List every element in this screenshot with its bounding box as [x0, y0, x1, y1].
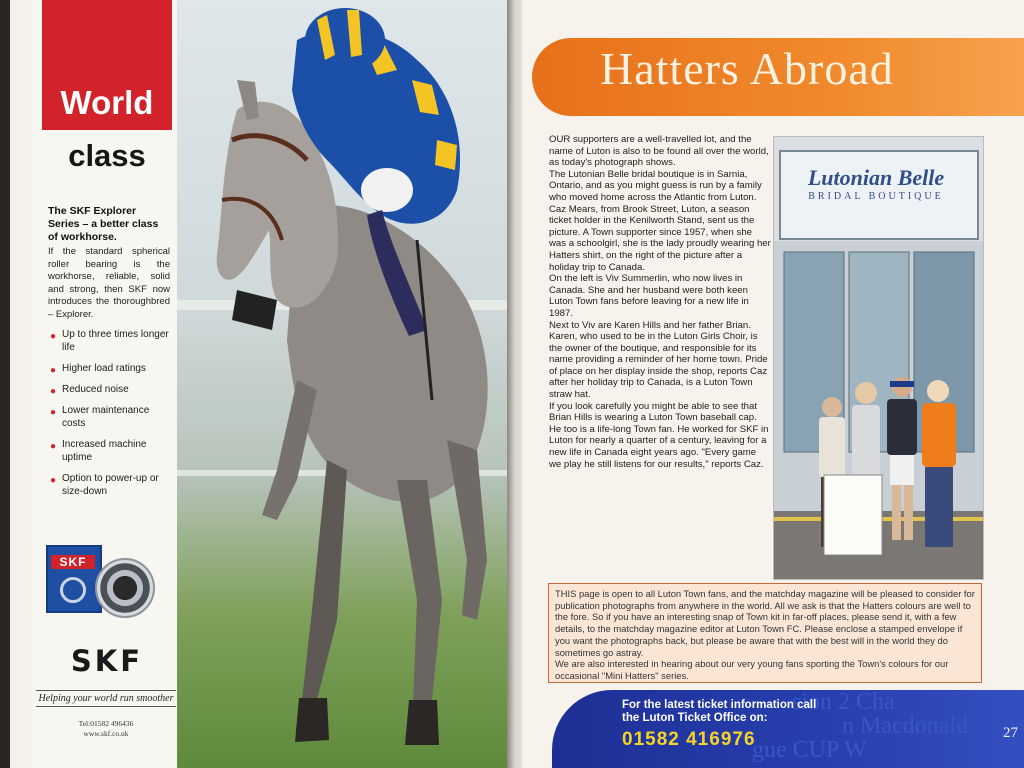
article-paragraph: Caz Mears, from Brook Street, Luton, a season ticket holder in the Kenilworth Stand, sent us the picture. A Town supporter since 1957, when she was a schoolgirl, she is the lady proudly wearing her Hatters shirt, on the right of the picture after a holiday trip to Canada.	[549, 203, 771, 273]
feature-item	[48, 472, 173, 498]
racehorse-photo	[177, 0, 515, 768]
bg-line: n Macdonald	[842, 713, 968, 739]
title-band	[532, 38, 1024, 116]
feature-item	[48, 383, 173, 396]
feature-item	[48, 404, 173, 430]
boutique-illustration	[774, 137, 983, 579]
submission-notice	[548, 583, 982, 683]
ticket-info-text	[622, 699, 816, 725]
bearing-box-image	[46, 545, 102, 613]
box-logo: SKF	[51, 555, 95, 569]
boutique-sign-name: Lutonian Belle	[807, 165, 945, 190]
article-paragraph: The Lutonian Belle bridal boutique is in Sarnia, Ontario, and as you might guess is run by a family who moved home across the Atlantic from Luton.	[549, 168, 762, 203]
feature-item	[48, 328, 173, 354]
boutique-photo	[773, 136, 984, 580]
article-paragraph: On the left is Viv Summerlin, who now lives in Canada. She and her husband were both keen Luton Town fans before leaving for a new life in 1987.	[549, 273, 749, 319]
bullet-dot-icon: ●	[50, 365, 57, 376]
racehorse-illustration	[177, 0, 515, 768]
feature-text: Lower maintenance costs	[62, 405, 150, 429]
bearing-image	[95, 558, 155, 618]
headline-class: class	[68, 138, 146, 173]
boutique-sign-sub: BRIDAL BOUTIQUE	[808, 191, 944, 202]
page-number: 27	[1003, 725, 1018, 741]
ring-shape	[60, 577, 86, 603]
feature-text: Option to power-up or size-down	[62, 473, 159, 497]
skf-logo: SKF	[70, 644, 144, 678]
left-page	[10, 0, 515, 768]
article-paragraph: OUR supporters are a well-travelled lot, and the name of Luton is also to be found all over the world, as today's photograph shows.	[549, 134, 769, 169]
ticket-phone-number: 01582 416976	[622, 729, 756, 750]
feature-item	[48, 438, 173, 464]
bullet-dot-icon: ●	[50, 441, 57, 452]
ad-tagline: Helping your world run smoother	[36, 690, 176, 707]
feature-list	[48, 328, 173, 506]
ad-tel: Tel:01582 496436	[78, 719, 134, 728]
article-body	[549, 134, 771, 470]
ad-subheading: The SKF Explorer Series – a better class of workhorse.	[48, 205, 159, 243]
ticket-info-band	[552, 690, 1024, 768]
bullet-dot-icon: ●	[50, 331, 57, 342]
headline-box	[42, 0, 172, 130]
bullet-dot-icon: ●	[50, 386, 57, 397]
article-paragraph: If you look carefully you might be able to see that Brian Hills is wearing a Luton Town baseball cap. He too is a life-long Town fan. He worked for SKF in Luton for nearly a quarter of a century, leaving for a new life in Canada eight years ago. "Every game we play he still listens for our results," reports Caz.	[549, 400, 769, 470]
bullet-dot-icon: ●	[50, 475, 57, 486]
feature-text: Up to three times longer life	[62, 329, 169, 353]
bg-line: sion 2 Cha	[792, 690, 895, 715]
right-page	[522, 0, 1024, 768]
ticket-line1: For the latest ticket information call	[622, 699, 817, 711]
feature-text: Reduced noise	[62, 384, 129, 395]
page-title: Hatters Abroad	[600, 43, 894, 94]
article-paragraph: Next to Viv are Karen Hills and her father Brian. Karen, who used to be in the Luton Girls Choir, is the owner of the boutique, and responsible for its name providing a reminder of her home town. Pride of place on her display inside the shop, reports Caz after her holiday trip to Canada, is a Luton Town straw hat.	[549, 319, 768, 401]
ticket-line2: the Luton Ticket Office on:	[622, 712, 768, 724]
feature-text: Increased machine uptime	[62, 439, 147, 463]
notice-paragraph: We are also interested in hearing about our very young fans sporting the Town's colours for our occasional "Mini Hatters" series.	[555, 658, 949, 681]
ad-body-text: If the standard spherical roller bearing is the workhorse, reliable, solid and strong, then SKF now introduces the thoroughbred – Explorer.	[48, 246, 170, 320]
ad-web: www.skf.co.uk	[83, 729, 129, 738]
skf-advert	[32, 0, 177, 768]
headline-world: World	[60, 84, 154, 121]
notice-paragraph: THIS page is open to all Luton Town fans, and the matchday magazine will be pleased to consider for publication photographs from anywhere in the world. All we ask is that the Hatters colours are well to the fore. So if you have an interesting snap of Town kit in far-off places, please send it, with a few details, to the matchday magazine editor at Luton Town FC. Please enclose a stamped envelope if you want the photographs back, but please be aware that with the best will in the world they do sometimes go astray.	[555, 588, 975, 658]
ad-contact	[36, 719, 176, 739]
feature-text: Higher load ratings	[62, 363, 146, 374]
feature-item	[48, 362, 173, 375]
bullet-dot-icon: ●	[50, 407, 57, 418]
bg-line: gue CUP W	[752, 737, 867, 763]
